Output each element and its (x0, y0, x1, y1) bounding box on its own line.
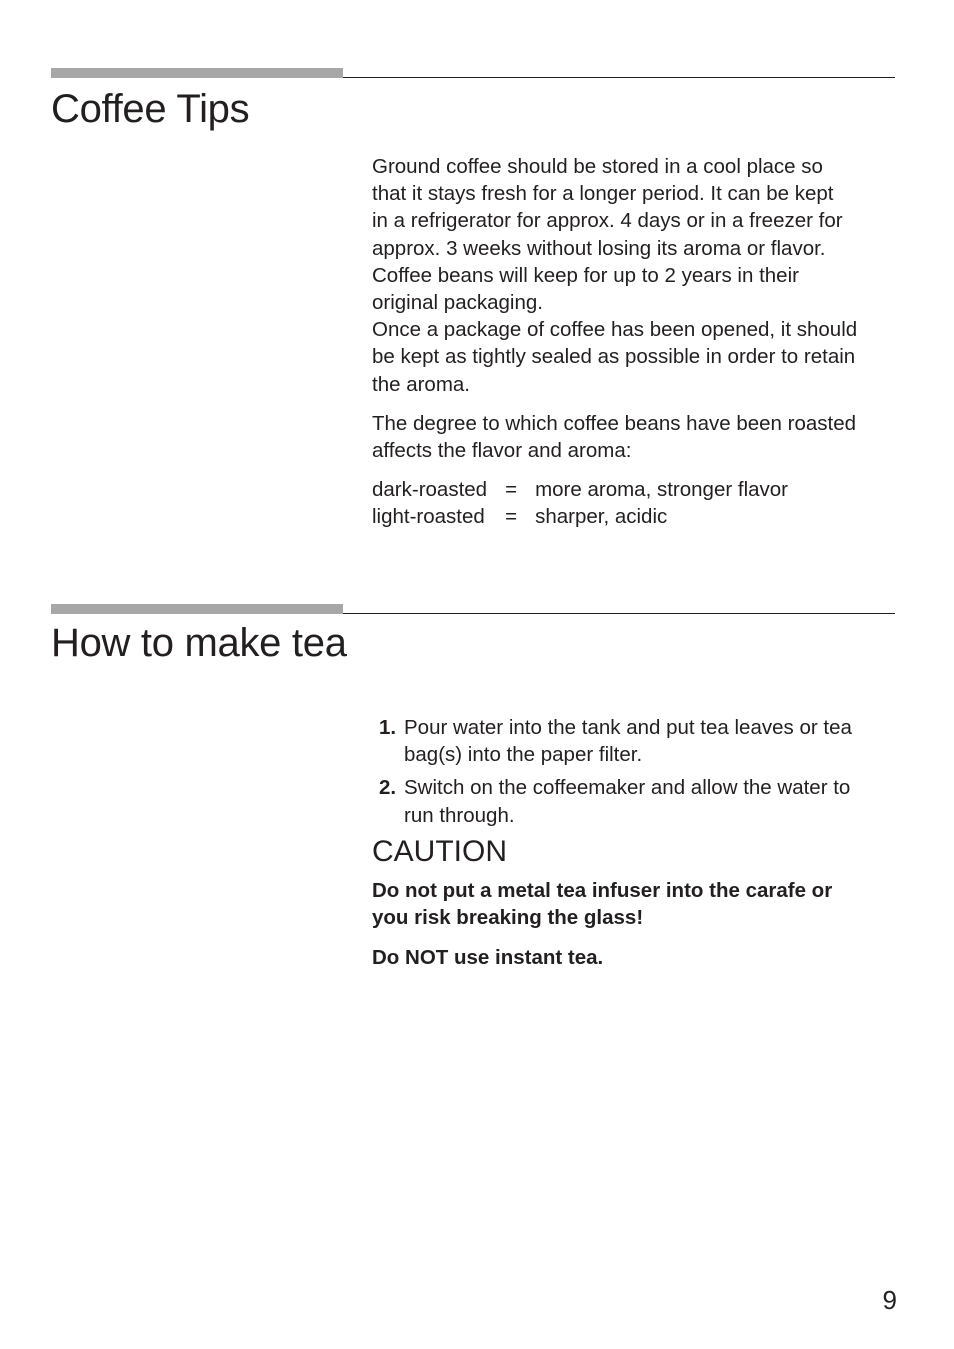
roast-table (372, 476, 788, 530)
coffee-tips-heading: Coffee Tips (51, 87, 250, 131)
equals-sign: = (505, 478, 518, 502)
table-row (372, 503, 788, 530)
table-row (372, 476, 788, 503)
step-number: 1. (379, 716, 397, 739)
text-line: affects the flavor and aroma: (372, 439, 632, 463)
text-line: that it stays fresh for a longer period. It can be kept (372, 182, 834, 206)
text-line: bag(s) into the paper filter. (404, 743, 643, 767)
step-number: 2. (379, 776, 397, 800)
divider-thin-line (343, 77, 895, 78)
text-line: Do not put a metal tea infuser into the carafe or (372, 879, 833, 902)
roast-type: dark-roasted (372, 478, 488, 502)
roast-paragraph (372, 410, 897, 464)
text-line: in a refrigerator for approx. 4 days or in a freezer for (372, 209, 843, 233)
text-line: be kept as tightly sealed as possible in order to retain (372, 345, 856, 369)
text-line: Coffee beans will keep for up to 2 years in their (372, 263, 799, 287)
list-item (372, 714, 897, 768)
divider-thick-bar (51, 68, 343, 78)
roast-effect: sharper, acidic (535, 505, 668, 529)
text-line: approx. 3 weeks without losing its aroma or flavor. (372, 236, 826, 260)
text-line: the aroma. (372, 372, 470, 396)
roast-type: light-roasted (372, 505, 485, 529)
text-line: you risk breaking the glass! (372, 906, 644, 930)
text-line: original packaging. (372, 291, 543, 315)
section-divider-tea (51, 604, 895, 614)
coffee-tips-body (372, 153, 897, 531)
section-divider-coffee (51, 68, 895, 78)
caution-warning (372, 877, 897, 931)
instant-tea-note: Do NOT use instant tea. (372, 946, 604, 969)
tea-heading: How to make tea (51, 621, 347, 665)
tea-steps-container (372, 714, 897, 835)
storage-paragraph (372, 153, 897, 398)
roast-effect: more aroma, stronger flavor (535, 478, 789, 502)
divider-thick-bar (51, 604, 343, 614)
text-line: The degree to which coffee beans have been roasted (372, 411, 856, 435)
text-line: run through. (404, 803, 515, 827)
text-line: Once a package of coffee has been opened, it should (372, 318, 858, 342)
page-number: 9 (882, 1285, 897, 1315)
equals-sign: = (505, 505, 518, 529)
divider-thin-line (343, 613, 895, 614)
list-item (372, 774, 897, 828)
tea-steps-list (372, 714, 897, 829)
caution-heading: CAUTION (372, 835, 507, 868)
text-line: Switch on the coffeemaker and allow the water to (404, 776, 851, 800)
text-line: Ground coffee should be stored in a cool place so (372, 155, 823, 178)
text-line: Pour water into the tank and put tea leaves or tea (404, 716, 852, 739)
